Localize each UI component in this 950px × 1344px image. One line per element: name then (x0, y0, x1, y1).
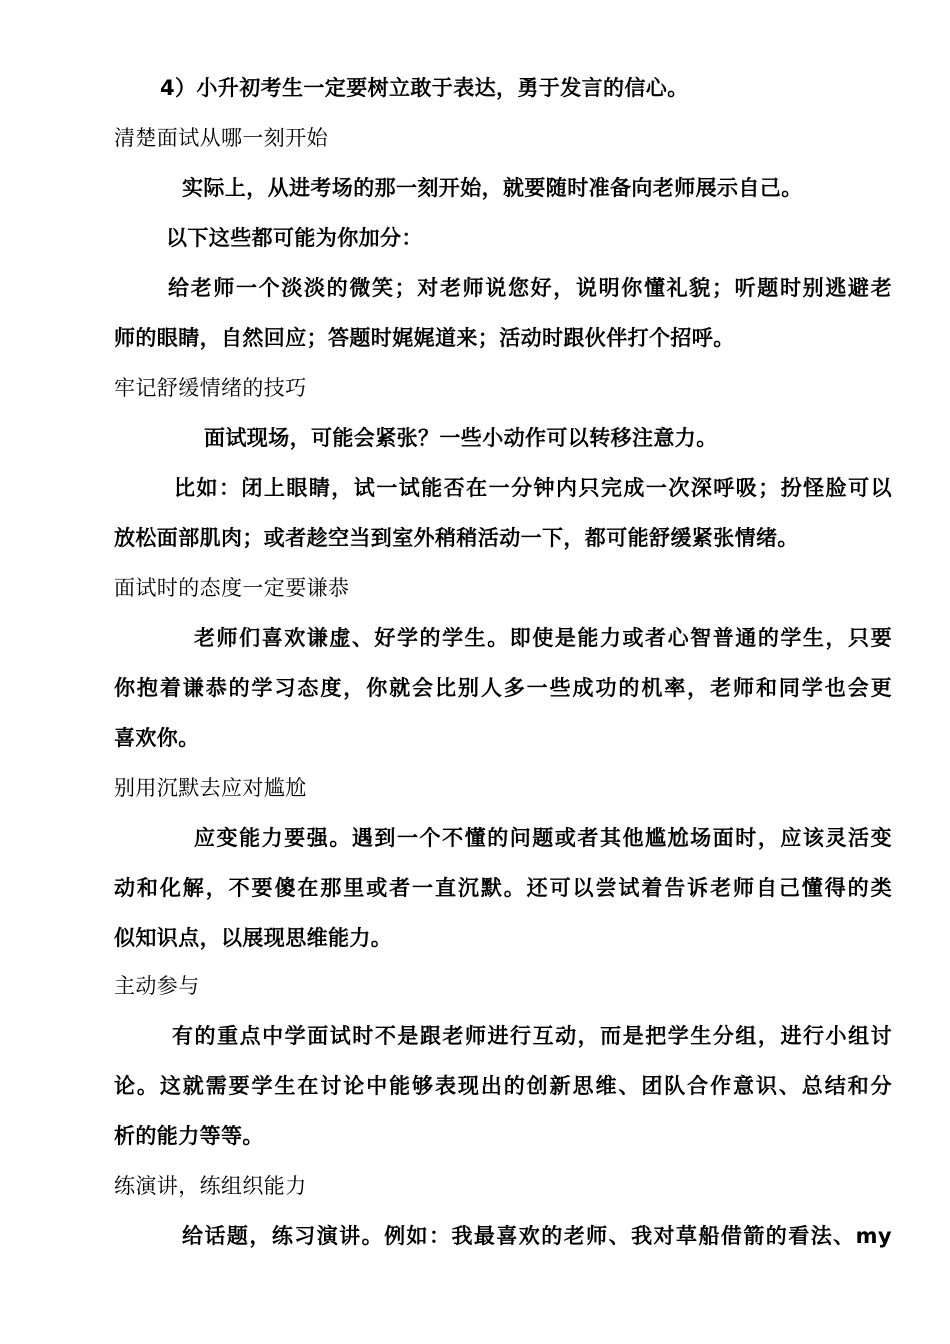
paragraph-line: 动和化解，不要傻在那里或者一直沉默。还可以尝试着告诉老师自己懂得的类 (114, 876, 892, 900)
section-heading-humble-attitude: 面试时的态度一定要谦恭 (114, 576, 350, 600)
paragraph-line: 喜欢你。 (114, 726, 200, 750)
paragraph-line: 师的眼睛，自然回应；答题时娓娓道来；活动时跟伙伴打个招呼。 (114, 326, 735, 350)
paragraph-line: 面试现场，可能会紧张？一些小动作可以转移注意力。 (204, 426, 718, 450)
paragraph-line: 给老师一个淡淡的微笑；对老师说您好，说明你懂礼貌；听题时别逃避老 (168, 276, 892, 300)
section-heading-calm-techniques: 牢记舒缓情绪的技巧 (114, 376, 307, 400)
paragraph-line: 析的能力等等。 (114, 1124, 264, 1148)
paragraph-line: 有的重点中学面试时不是跟老师进行互动，而是把学生分组，进行小组讨 (172, 1024, 892, 1048)
paragraph-line: 论。这就需要学生在讨论中能够表现出的创新思维、团队合作意识、总结和分 (114, 1074, 892, 1098)
section-heading-interview-start: 清楚面试从哪一刻开始 (114, 126, 328, 150)
numbered-point-4: 4）小升初考生一定要树立敢于表达，勇于发言的信心。 (160, 76, 689, 100)
paragraph-line: 以下这些都可能为你加分： (166, 226, 423, 250)
section-heading-avoid-silence: 别用沉默去应对尴尬 (114, 776, 307, 800)
paragraph-line: 实际上，从进考场的那一刻开始，就要随时准备向老师展示自己。 (182, 176, 803, 200)
paragraph-line: 似知识点，以展现思维能力。 (114, 926, 393, 950)
paragraph-line: 比如：闭上眼睛，试一试能否在一分钟内只完成一次深呼吸；扮怪脸可以 (174, 476, 892, 500)
paragraph-line: 应变能力要强。遇到一个不懂的问题或者其他尴尬场面时，应该灵活变 (194, 826, 892, 850)
paragraph-line: 老师们喜欢谦虚、好学的学生。即使是能力或者心智普通的学生，只要 (194, 626, 892, 650)
section-heading-speech-practice: 练演讲，练组织能力 (114, 1174, 307, 1198)
paragraph-line: 你抱着谦恭的学习态度，你就会比别人多一些成功的机率，老师和同学也会更 (114, 676, 892, 700)
paragraph-line: 放松面部肌肉；或者趁空当到室外稍稍活动一下，都可能舒缓紧张情绪。 (114, 526, 799, 550)
section-heading-active-participation: 主动参与 (114, 974, 200, 998)
paragraph-line: 给话题，练习演讲。例如：我最喜欢的老师、我对草船借箭的看法、my (182, 1224, 892, 1248)
